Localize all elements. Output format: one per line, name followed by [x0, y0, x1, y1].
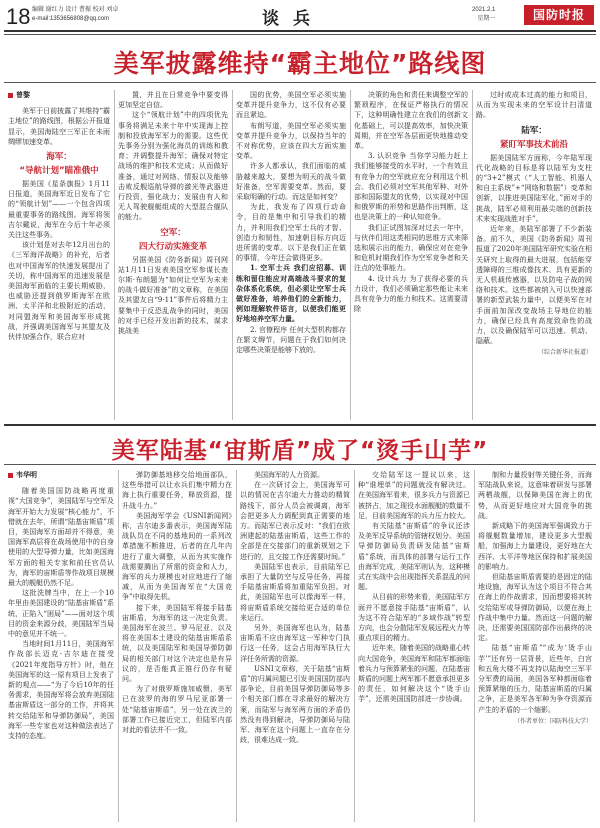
paragraph: 国的优势，美国空军必须实施变革并提升竞争力，这不仅有必要而且紧迫。: [236, 91, 346, 120]
paragraph: 据美国陆军方面称，今年陆军现代化战略的目标是将以陆军为支柱的“3+2”模式（“人工智能、机器人和自主系统”+“网络和数据”）变革和创新，以推进美国陆军化，”面对手的挑战，陆军必须利用最尖端的创新技术来实现战胜对手”。: [476, 153, 592, 223]
header-rule: [4, 30, 596, 32]
article1-sub-navy: 海军：: [46, 152, 72, 163]
article2-author: 韦华明: [16, 471, 37, 479]
article1-column-4: [354, 90, 468, 420]
paragraph: 交给陆军这一提议以来，这种“谁埋单”的问题就没有解决过。在美国海军看来，很多兵力与资源已被挤占，加之现役水面舰艇的数量不足，目前美国海军的兵力压力较大。: [358, 471, 470, 520]
article2-headline: 美军陆基“宙斯盾”成了“烫手山芋”: [111, 438, 489, 464]
article1-sub-navy-2: “导航计划”瞄准俄中: [19, 166, 99, 177]
article1-column-3: [236, 90, 346, 420]
paragraph: 从目前的形势来看，美国陆军方面并不愿意接手陆基“宙斯盾”，认为这不符合陆军的“多域作战”转型方向，也会分散陆军发展远程火力等重点项目的精力。: [358, 593, 470, 643]
paragraph: 在一次研讨会上，美国海军可以的情况在吉尔迪大力推动的精简路线下，部分人员会被调离，海军会把更多人力调配到真正需要的地方。而陆军已表示反对：“我们在欧洲建起的陆基宙斯盾，这些工作的全部是在交接部门的重新规划之下进行的，且交接工作还需要时间。”: [240, 481, 350, 561]
article1-column-1: [8, 90, 110, 420]
paragraph: 1. 空军士兵 我们应招募、训练和留住能应对高端战斗要求的复杂体系化系统，但必须让空军士兵做好准备，培养他们的全新能力，例如理解软件语言，以便我们能更好地培养空军力量。: [236, 263, 346, 324]
paragraph: 随着美国国防战略再度重视“大国竞争”，美国陆军与空军及海军开始大力发展“核心能力”，不错就在去年，所谓“陆基宙斯盾”项目，美国海军方面却并不得意，美国海军高层将在战场使用中的自身使用的大型导弹力量，比如美国海军方面的相关专家和前任官员认为，海军的宙斯盾等作战项目规模最大的舰艇仍然不足。: [8, 487, 114, 588]
paragraph: 另据美国《防务新闻》周刊网站1月11日发表美国空军参谋长查尔斯·布朗题为“如何让空军为未来的战斗做好准备”的文章称，在美国及其盟友自“9·11”事件后将精力主要集中于反恐乱战争的同时，美国的对手已经开发出新的技术，谋求挑战美: [118, 255, 228, 336]
header-rule-thin: [4, 34, 596, 35]
article1-source-note: （综合新华社报道）: [537, 349, 592, 357]
article2-column-5: [478, 470, 592, 822]
article2-source-note: （作者单位：国防科技大学）: [513, 717, 592, 725]
paragraph: 当地时间1月11日，美国海军作战部长迈克·吉尔迪在接受《2021年度指导方针》时，他在美国海军的这一原有项目上发表了新的观点——“为了今后10年的任务需求，美国海军将会放弃美国陆基宙斯盾这一部分的工作，并将其转交给陆军和导弹防御局”，美国海军一些专家也对这种做法表达了支持的态度。: [8, 640, 114, 741]
paragraph: 布朗写道，美国空军必须实施变革并提升竞争力，以保持当年的不对称优势，应该在四大方面实施变革。: [236, 121, 346, 161]
paragraph: 另外，美国海军也认为，陆基宙斯盾不应由海军这一军种专门执行这一任务，这会占用海军执行大洋任务所需的资源。: [240, 624, 350, 663]
issue-weekday: 星期一: [477, 16, 496, 22]
paragraph: 为此，我发布了四项行动命令，目的是集中和引导我们的精力，并利用我们空军士兵的才智、创造力和韧性，加速朝目标方向迈进所需的变革。以下是我们正在做的事情，今年还会做得更多。: [236, 203, 346, 263]
byline-square-icon: [8, 473, 13, 478]
section-title: 谈兵: [262, 9, 324, 29]
byline-square-icon: [8, 93, 13, 98]
paragraph: 陆基“宙斯盾”“成为‘烫手山芋’”还有另一层背景，近些年，白宫和五角大楼不再支持以陆海空三军平分军费的局面，美国各军种都面临着预算紧缩的压力，陆基宙斯盾的归属之争，正是美军各军种为争夺资源而产生的矛盾的一个缩影。: [478, 644, 592, 714]
paragraph: 3. 认识竞争 当你学习能力赶上我们能够接受的水平时，一个有效且有竞争力的空军就应充分利用这个机会。我们必须对空军其他军种、对外部和国际盟友的优势，以实现对中国和俄罗斯的形势和思路作出判断，这也是决策上的一种认知竞争。: [354, 152, 468, 222]
article1-byline: [8, 90, 110, 100]
paragraph: USNI文章称，关于陆基“宙斯盾”的归属问题已引发美国国防部内部争论，目前美国导弹防御局等多个相关部门都在寻求最好的解决方案，而陆军与海军两方面的矛盾仍然没有得到解决，导弹防御局与陆军、海军在这个问题上一直存在分歧，很难达成一致。: [240, 664, 350, 745]
article1-sub-airforce-2: 四大行动实施变革: [138, 241, 207, 252]
email-line: e-mail:1353656808@qq.com: [32, 16, 110, 22]
article1-author: 曾黎: [16, 91, 30, 99]
paragraph: 近年来，美陆军部署了不少新装备。前不久，美国《防务新闻》周刊报道了2020年美国陆军研究实验在相关研究上取得的最大进展，包括能穿透障碍的三维成像技术、具有更新的无人机载传感器，以及防电子战的网络和技术。这些都被纳入可以快速部署的新型武装力量中，以便美军在对手面前加深改变战场主导地位的能力，确保已经具有高度致命性的战力，以及确保陆军可以迅速、机动、隐蔽。: [476, 225, 592, 346]
column-divider: [474, 470, 475, 822]
article1-column-2: [118, 90, 228, 420]
article2-byline: [8, 470, 114, 480]
article1-headline-rule: [4, 82, 596, 83]
paragraph: 许多人都承认，我们面临的威胁越来越大，要想为明天的战斗做好准备，空军需要变革。然而，要采取明确的行动。而这是如何变？: [236, 162, 346, 202]
paragraph: 接下来，美国陆军将接手陆基宙斯盾，为海军的这一决定负责。美国海军在波兰、罗马尼亚、以及将在美国本土建设的陆基宙斯盾系统，以及美国陆军和美国导弹防御局的相关部门对这个决定也是有异议的，是否能真正推行仍存有疑问。: [122, 603, 232, 684]
column-divider: [232, 90, 233, 420]
newspaper-logo: 国防时报: [524, 5, 594, 25]
paragraph: 该计划是对去年12月出台的《三军海洋战略》的补充，后者也对中国海军的快速发展提出了关切，称中国海军的迅速发展是美国海军面临的主要长期威胁，也威胁还提到俄罗斯海军在欧洲、太平洋和北极附近的活动，对同盟海军和美国海军形成挑战，并强调美国海军与其盟友及伙伴加强合作，联合应对: [8, 241, 110, 342]
article2-column-4: [358, 470, 470, 822]
paragraph: 2. 官僚程序 任何大型机构都存在繁文缛节，问题在于我们如何决定哪些决策是能够下放的。: [236, 325, 346, 355]
paragraph: 美国海军学会《USNI新闻网》称，吉尔迪多番表示，美国海军陆战队员在不同的基地间的一系列改革措施不断推进，后者的在几年内进行了重大调整，从而为其实施作战需要腾出了所需的资金和人力，海军的兵力规模也对应地进行了缩减，从而为美国海军在“大国竞争”中取得先机。: [122, 511, 232, 602]
column-divider: [350, 90, 351, 420]
paragraph: 据美国《星条旗报》1月11日报道，美国海军近日发布了它的“领航计划”——一个包含四项最重要事务的路线图。海军将领吉尔戴说，海军在今后十年必须关注这些事务。: [8, 180, 110, 240]
paragraph: 过时或成本过高的能力和项目，从而为实现未来的空军设计扫清道路。: [476, 91, 592, 120]
article2-column-2: [122, 470, 232, 822]
paragraph: 美国陆军也表示，目前陆军已承担了大量防空与反导任务，再接手陆基宙斯盾将加重陆军负担。对此，美国陆军也可以像海军一样，将宙斯盾系统交接给更合适的单位来运行。: [240, 562, 350, 622]
paragraph: 决策的角色和责任来调整空军的繁琐程序，在保证严格执行的情况下，这种明确性建立在我们的创新文化基础上，可以提高效率，加快决策周期，并在空军各层面更快地推动变革。: [354, 91, 468, 151]
paragraph: 制和力量投射等关键任务，而海军陆战队来说，这意味着研发与部署两栖战舰，以保障美国在海上的优势，从而更好地应对大国竞争的挑战。: [478, 471, 592, 520]
editor-line: 编辑 谢红力 设计 曹振 校对 刘卓: [32, 7, 119, 13]
article1-sub-army-2: 紧盯军事技术前沿: [499, 139, 568, 150]
column-divider: [354, 470, 355, 822]
column-divider: [114, 90, 115, 420]
paragraph: 这批洗牌当中，在上一个10年里由美国建设的“陆基宙斯盾”系统，正陷入“困局”——面对这个项目的资金来源分歧，美国陆军当局中的意见并不统一。: [8, 589, 114, 639]
paragraph: 4. 设计兵力 为了获得必要的兵力设计，我们必须确定那些能让未来具有竞争力的能力和技术。这需要清除: [354, 274, 468, 314]
article1-intro: 美军于日前披露了其维持“霸主地位”的路线图，根据公开报道显示，美国海陆空三军正在未雨绸缪加速变革。: [8, 107, 110, 146]
column-divider: [472, 90, 473, 420]
paragraph: 这个“领航计划”中的四项优先事务将满足未来十年中实现海上控制和投放海军军力的需要。这些优先事务分别为强化海员的训练和教育；并调整提升海军；确保对特定战场的维护和技术完成；从而做好准备，通过对网络、情报以及能够击败反舰巡航导弹的激光等武器进行投资，强化战力；发展由有人和无人驾驶舰艇组成的大型混合舰队的能力。: [118, 111, 228, 222]
paragraph: 有关陆基“宙斯盾”的争议还涉及美军反导系统的管辖权划分。美国导弹防御局负责研发陆基“宙斯盾”系统，而具体的部署与运行工作由海军完成，美陆军则认为，这种模式在实战中会出现指挥关系混乱的问题。: [358, 522, 470, 592]
paragraph: 弹防御基地移交给地面部队，这些举措可以让水兵们集中精力在海上执行重要任务，释放资源，提升战斗力。”: [122, 471, 232, 510]
article2-column-3: [240, 470, 350, 822]
article-separator: [4, 424, 596, 426]
article2-column-1: [8, 470, 114, 822]
article1-sub-airforce: 空军：: [160, 227, 186, 238]
article1-sub-army: 陆军：: [521, 125, 547, 136]
header-meta: [32, 6, 118, 24]
date-box: [472, 6, 495, 24]
column-divider: [236, 470, 237, 822]
article1-headline: 美军披露维持“霸主地位”路线图: [113, 49, 487, 78]
issue-date: 2021.2.1: [472, 7, 496, 13]
paragraph: 近年来，随着美国的战略重心转向大国竞争，美国海军和陆军都面临着兵力与预算紧张的问题，在陆基宙斯盾的问题上两军都不愿意承担更多的责任，如何解决这个“烫手山芋”，还需美国国防部进一步协调。: [358, 644, 470, 704]
paragraph: 为了对俄罗斯施加威慑，美军已在波罗的海的罗马尼亚部署一处“陆基宙斯盾”，另一处在波兰的部署工作已接近完工，但陆军内部对此的看法并不一致。: [122, 685, 232, 735]
paragraph: 美国海军的人力资源。: [254, 471, 324, 479]
article2-headline-rule: [4, 464, 596, 465]
column-divider: [118, 470, 119, 822]
paragraph: 但陆基宙斯盾需要的是固定的陆地设施，海军认为这个项目不符合其在海上的作战需求，因而想要将其转交给陆军或导弹防御局，以便在海上作战中集中力量。然而这一问题的解决，还需要美国国防部作出最终的决定。: [478, 573, 592, 643]
article1-column-5: [476, 90, 592, 420]
paragraph: 置，并且在日常竞争中要变得更加坚定自信。: [118, 91, 228, 110]
paragraph: 新成略下的美国海军强调致力于将舰艇数量增加，建设更多大型舰船，加强海上力量建设，更好地在大西洋、太平洋等地区保持和扩展美国的影响力。: [478, 522, 592, 571]
paragraph: 我们正试图加深对过去一年中，与伙伴们用这类相同的思维方式来筛选和展示出的能力，确保应对在竞争和危机时期我们作为空军竞争者和关注点的处事能力。: [354, 223, 468, 273]
page-number: 18: [6, 4, 31, 29]
